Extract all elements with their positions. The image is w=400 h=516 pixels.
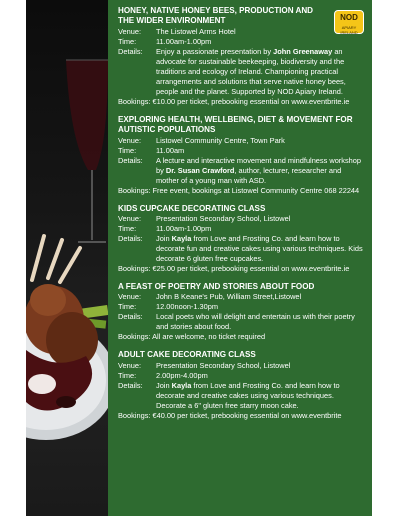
time-label: Time: [118, 224, 137, 234]
venue-row [118, 27, 364, 37]
bookings-row [118, 97, 364, 107]
venue-label: Venue: [118, 135, 142, 145]
details-value [156, 381, 364, 411]
logo-subtitle: APIARY IRELAND [340, 25, 358, 35]
event-title: A FEAST OF POETRY AND STORIES ABOUT FOOD [118, 282, 315, 292]
bookings-row [118, 332, 364, 342]
bookings-value: Free event, bookings at Listowel Community Centre 068 22244 [152, 185, 360, 195]
details-text: Enjoy a passionate presentation by [156, 46, 274, 56]
time-label: Time: [118, 145, 137, 155]
details-text: an advocate for sustainable beekeeping, biodiversity and the traditions and ecology of Ireland. Championing practical arrangements and solutions that serve native honey bees, people and the planet. Supported by NOD Apiary Ireland. [156, 46, 346, 96]
details-text: from Love and Frosting Co. and learn how to decorate fun and creative cakes using various techniques. Kids decorate 6 gluten free cupcakes. [156, 234, 363, 264]
bookings-value: €40.00 per ticket, prebooking essential on www.eventbrite [152, 410, 342, 420]
details-text: Local poets who will delight and entertain us with their poetry and stories about food. [156, 312, 355, 332]
bookings-value: €25.00 per ticket, prebooking essential on www.eventbrite.ie [152, 264, 350, 274]
events-list [118, 6, 364, 421]
venue-value: John B Keane's Pub, William Street,Listowel [156, 292, 302, 302]
time-row [118, 37, 364, 47]
time-label: Time: [118, 36, 137, 46]
details-label: Details: [118, 234, 143, 244]
details-value [156, 47, 364, 97]
venue-row [118, 361, 364, 371]
venue-value: Listowel Community Centre, Town Park [156, 135, 285, 145]
details-text: Join [156, 380, 172, 390]
bookings-value: All are welcome, no ticket required [152, 332, 266, 342]
nod-apiary-logo [334, 10, 364, 34]
details-row [118, 312, 364, 332]
time-row [118, 146, 364, 156]
details-row [118, 234, 364, 264]
details-label: Details: [118, 380, 143, 390]
details-label: Details: [118, 155, 143, 165]
time-value: 2.00pm-4.00pm [156, 370, 208, 380]
events-panel [108, 0, 372, 516]
venue-label: Venue: [118, 214, 142, 224]
event-block [118, 204, 364, 274]
event-title: EXPLORING HEALTH, WELLBEING, DIET & MOVEMENT FOR AUTISTIC POPULATIONS [118, 114, 353, 135]
lamb-dish-illustration [26, 0, 108, 516]
details-value [156, 312, 364, 332]
venue-row [118, 292, 364, 302]
logo-title: NOD [340, 13, 358, 22]
bookings-label: Bookings: [118, 96, 153, 106]
bookings-row [118, 411, 364, 421]
details-label: Details: [118, 46, 143, 56]
details-text: from Love and Frosting Co. and learn how to decorate and creative cakes using various techniques. Decorate a 6" gluten free starry moon cake. [156, 380, 340, 410]
event-title: KIDS CUPCAKE DECORATING CLASS [118, 203, 266, 213]
venue-label: Venue: [118, 360, 142, 370]
time-label: Time: [118, 370, 137, 380]
details-row [118, 381, 364, 411]
bookings-row [118, 264, 364, 274]
time-label: Time: [118, 302, 137, 312]
details-text: Join [156, 234, 172, 244]
bookings-value: €10.00 per ticket, prebooking essential on www.eventbrite.ie [152, 96, 350, 106]
details-label: Details: [118, 312, 143, 322]
bookings-row [118, 186, 364, 196]
venue-row [118, 214, 364, 224]
time-value: 11.00am [156, 145, 185, 155]
bookings-label: Bookings: [118, 185, 153, 195]
venue-row [118, 136, 364, 146]
presenter-name: Kayla [171, 380, 192, 390]
event-block [118, 350, 364, 420]
venue-label: Venue: [118, 26, 142, 36]
venue-value: Presentation Secondary School, Listowel [156, 360, 291, 370]
bookings-label: Bookings: [118, 332, 153, 342]
presenter-name: Dr. Susan Crawford [165, 165, 235, 175]
food-photo [26, 0, 108, 516]
event-block [118, 282, 364, 342]
details-value [156, 234, 364, 264]
time-value: 11.00am-1.00pm [156, 36, 212, 46]
venue-value: Presentation Secondary School, Listowel [156, 214, 291, 224]
time-row [118, 302, 364, 312]
time-row [118, 371, 364, 381]
details-text: A lecture and interactive movement and mindfulness workshop by [156, 155, 361, 175]
time-row [118, 224, 364, 234]
presenter-name: John Greenaway [273, 46, 333, 56]
details-value [156, 156, 364, 186]
event-title: ADULT CAKE DECORATING CLASS [118, 350, 256, 360]
time-value: 12.00noon-1.30pm [156, 302, 219, 312]
venue-value: The Listowel Arms Hotel [156, 26, 236, 36]
time-value: 11.00am-1.00pm [156, 224, 212, 234]
details-row [118, 156, 364, 186]
presenter-name: Kayla [171, 234, 192, 244]
venue-label: Venue: [118, 292, 142, 302]
bookings-label: Bookings: [118, 410, 153, 420]
event-block [118, 6, 364, 107]
details-row [118, 47, 364, 97]
bookings-label: Bookings: [118, 264, 153, 274]
event-block [118, 115, 364, 196]
details-text: , author, lecturer, researcher and mother of a young man with ASD. [156, 165, 342, 185]
event-title: HONEY, NATIVE HONEY BEES, PRODUCTION AND THE WIDER ENVIRONMENT [118, 6, 314, 26]
